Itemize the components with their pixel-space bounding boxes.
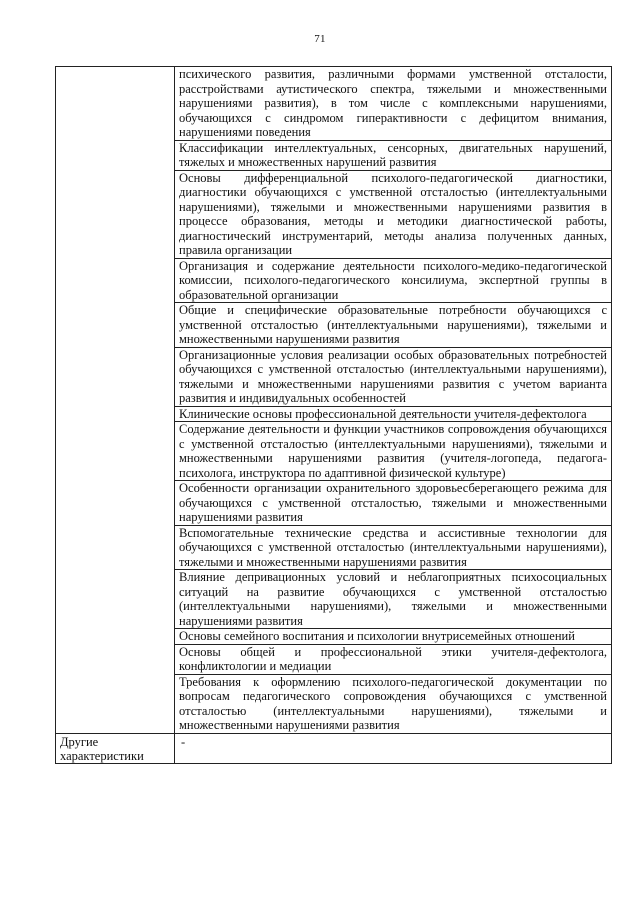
other-characteristics-value-cell [175, 733, 612, 763]
table-item: Классификации интеллектуальных, сенсорных, двигательных нарушений, тяжелых и множественных нарушений развития [175, 141, 611, 171]
table-item: Содержание деятельности и функции участников сопровождения обучающихся с умственной отсталостью (интеллектуальными нарушениями), тяжелыми и множественными нарушениями развития (учителя-логопеда, педагога-психолога, инструктора по адаптивной физической культуре) [175, 422, 611, 481]
page-number: 71 [314, 33, 326, 45]
empty-label-cell [56, 67, 175, 734]
knowledge-row [56, 67, 612, 734]
table-item: Клинические основы профессиональной деятельности учителя-дефектолога [175, 407, 611, 423]
other-characteristics-row [56, 733, 612, 763]
requirements-table [55, 66, 612, 764]
table-item: Основы дифференциальной психолого-педагогической диагностики, диагностики обучающихся с умственной отсталостью (интеллектуальными нарушениями), тяжелыми и множественными нарушениями развития в процессе образования, методы и методики диагностической работы, диагностический инструментарий, методы анализа полученных данных, правила организации [175, 171, 611, 259]
table-item: Особенности организации охранительного здоровьесберегающего режима для обучающихся с умственной отсталостью, тяжелыми и множественными нарушениями развития [175, 481, 611, 526]
other-characteristics-value: - [181, 734, 186, 749]
table-item: Вспомогательные технические средства и ассистивные технологии для обучающихся с умственной отсталостью (интеллектуальными нарушениями), тяжелыми и множественными нарушениями развития [175, 526, 611, 571]
table-item: Основы семейного воспитания и психологии внутрисемейных отношений [175, 629, 611, 645]
knowledge-items-cell [175, 67, 612, 734]
other-characteristics-label: Другие характеристики [60, 734, 144, 763]
other-characteristics-label-cell [56, 733, 175, 763]
table-item: Основы общей и профессиональной этики учителя-дефектолога, конфликтологии и медиации [175, 645, 611, 675]
table-item: Общие и специфические образовательные потребности обучающихся с умственной отсталостью (интеллектуальными нарушениями), тяжелыми и множественными нарушениями развития [175, 303, 611, 348]
table-item: Влияние депривационных условий и неблагоприятных психосоциальных ситуаций на развитие обучающихся с умственной отсталостью (интеллектуальными нарушениями), тяжелыми и множественными нарушениями развития [175, 570, 611, 629]
table-item: психического развития, различными формами умственной отсталости, расстройствами аутистического спектра, тяжелыми и множественными нарушениями развития), в том числе с комплексными нарушениями, обучающихся с синдромом гиперактивности с дефицитом внимания, нарушениями поведения [175, 67, 611, 141]
table-item: Требования к оформлению психолого-педагогической документации по вопросам педагогического сопровождения обучающихся с умственной отсталостью (интеллектуальными нарушениями), тяжелыми и множественными нарушениями развития [179, 674, 607, 732]
table-item: Организационные условия реализации особых образовательных потребностей обучающихся с умственной отсталостью (интеллектуальными нарушениями), тяжелыми и множественными нарушениями развития с учетом варианта развития и индивидуальных особенностей [175, 348, 611, 407]
table-item: Организация и содержание деятельности психолого-медико-педагогической комиссии, психолого-педагогического консилиума, экспертной группы в образовательной организации [175, 259, 611, 304]
